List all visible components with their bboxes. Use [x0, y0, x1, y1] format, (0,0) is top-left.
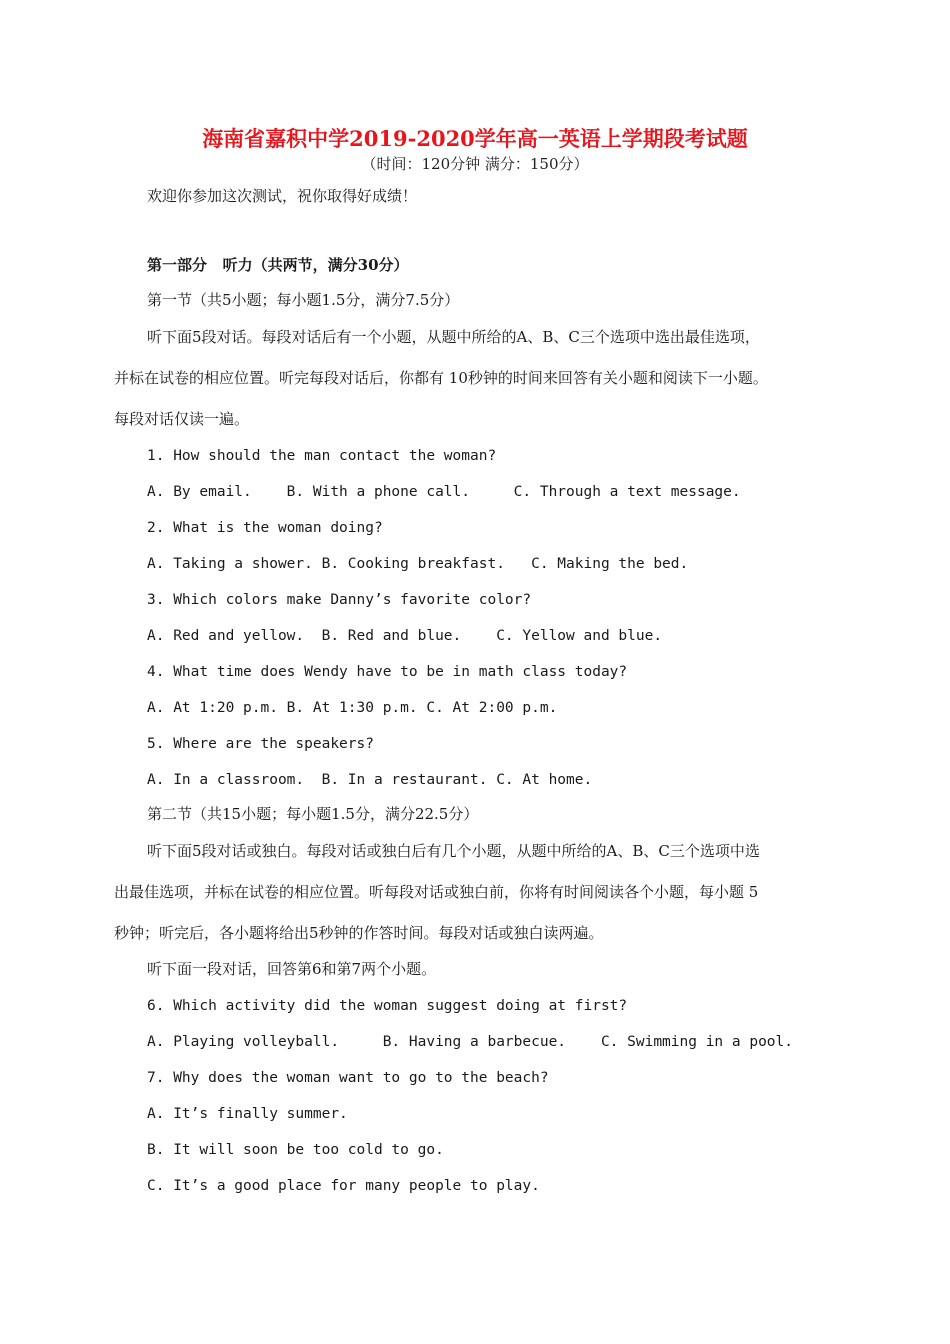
section2-instruction-line: 听下面5段对话或独白。每段对话或独白后有几个小题，从题中所给的A、B、C三个选项中选 — [147, 842, 760, 860]
question-6-options: A. Playing volleyball. B. Having a barbecue. C. Swimming in a pool. — [147, 1034, 794, 1050]
section2-instruction-line: 秒钟；听完后，各小题将给出5秒钟的作答时间。每段对话或独白读两遍。 — [114, 924, 604, 942]
question-5: 5. Where are the speakers? — [147, 736, 374, 752]
question-7-option: C. It’s a good place for many people to play. — [147, 1178, 540, 1194]
question-1-options: A. By email. B. With a phone call. C. Through a text message. — [147, 484, 741, 500]
question-2: 2. What is the woman doing? — [147, 520, 383, 536]
question-7: 7. Why does the woman want to go to the beach? — [147, 1070, 549, 1086]
part1-heading: 第一部分 听力（共两节，满分30分） — [147, 256, 409, 274]
question-5-options: A. In a classroom. B. In a restaurant. C. At home. — [147, 772, 593, 788]
question-7-option: A. It’s finally summer. — [147, 1106, 348, 1122]
section1-instruction-line: 听下面5段对话。每段对话后有一个小题，从题中所给的A、B、C三个选项中选出最佳选项， — [147, 328, 760, 346]
exam-time-score: （时间：120分钟 满分：150分） — [361, 155, 589, 173]
welcome-text: 欢迎你参加这次测试，祝你取得好成绩！ — [147, 187, 418, 205]
section1-heading: 第一节（共5小题；每小题1.5分，满分7.5分） — [147, 291, 460, 309]
question-2-options: A. Taking a shower. B. Cooking breakfast. C. Making the bed. — [147, 556, 689, 572]
section1-instruction-line: 并标在试卷的相应位置。听完每段对话后，你都有 10秒钟的时间来回答有关小题和阅读下一小题。 — [114, 369, 768, 387]
question-4-options: A. At 1:20 p.m. B. At 1:30 p.m. C. At 2:00 p.m. — [147, 700, 558, 716]
question-7-option: B. It will soon be too cold to go. — [147, 1142, 444, 1158]
page-title: 海南省嘉积中学2019-2020学年高一英语上学期段考试题 — [202, 126, 748, 151]
question-6: 6. Which activity did the woman suggest doing at first? — [147, 998, 628, 1014]
section2-heading: 第二节（共15小题；每小题1.5分，满分22.5分） — [147, 805, 479, 823]
question-3: 3. Which colors make Danny’s favorite color? — [147, 592, 532, 608]
question-1: 1. How should the man contact the woman? — [147, 448, 497, 464]
section2-instruction-line: 出最佳选项，并标在试卷的相应位置。听每段对话或独白前，你将有时间阅读各个小题，每小题 5 — [114, 883, 759, 901]
question-3-options: A. Red and yellow. B. Red and blue. C. Yellow and blue. — [147, 628, 663, 644]
question-4: 4. What time does Wendy have to be in math class today? — [147, 664, 628, 680]
dialogue-intro: 听下面一段对话，回答第6和第7两个小题。 — [147, 960, 437, 978]
section1-instruction-line: 每段对话仅读一遍。 — [114, 410, 250, 428]
